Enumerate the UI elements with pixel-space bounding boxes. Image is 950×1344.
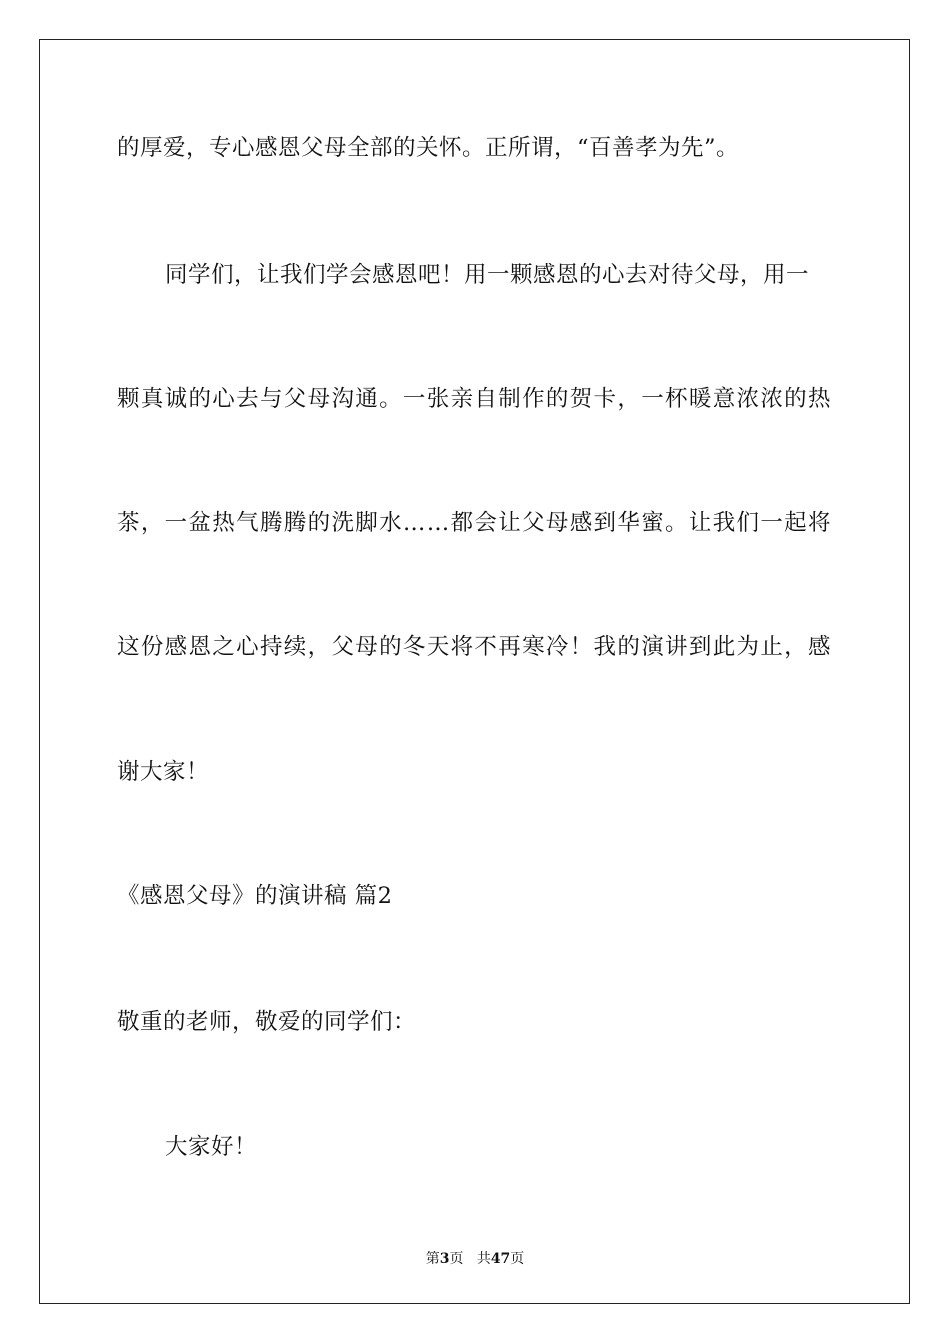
- page-number: 3: [439, 1251, 450, 1267]
- total-prefix: 共: [476, 1251, 491, 1267]
- paragraph-line-5: 这份感恩之心持续，父母的冬天将不再寒冷！我的演讲到此为止，感: [117, 634, 832, 660]
- page-footer: [0, 1248, 950, 1268]
- paragraph-line-3: 颗真诚的心去与父母沟通。一张亲自制作的贺卡，一杯暖意浓浓的热: [117, 386, 832, 412]
- paragraph-line-6: 谢大家！: [117, 759, 210, 785]
- page-unit: 页: [449, 1251, 464, 1267]
- paragraph-line-4: 茶，一盆热气腾腾的洗脚水……都会让父母感到华蜜。让我们一起将: [117, 510, 832, 536]
- paragraph-line-2: 同学们，让我们学会感恩吧！用一颗感恩的心去对待父母，用一: [165, 262, 810, 288]
- paragraph-line-1: 的厚爱，专心感恩父母全部的关怀。正所谓，“百善孝为先”。: [117, 135, 740, 161]
- page-prefix: 第: [425, 1251, 440, 1267]
- total-unit: 页: [510, 1251, 525, 1267]
- section-heading: 《感恩父母》的演讲稿 篇2: [117, 883, 393, 909]
- total-pages: 47: [490, 1251, 511, 1267]
- page-border: [39, 39, 910, 1304]
- salutation: 敬重的老师，敬爱的同学们：: [117, 1009, 417, 1035]
- greeting: 大家好！: [165, 1134, 258, 1160]
